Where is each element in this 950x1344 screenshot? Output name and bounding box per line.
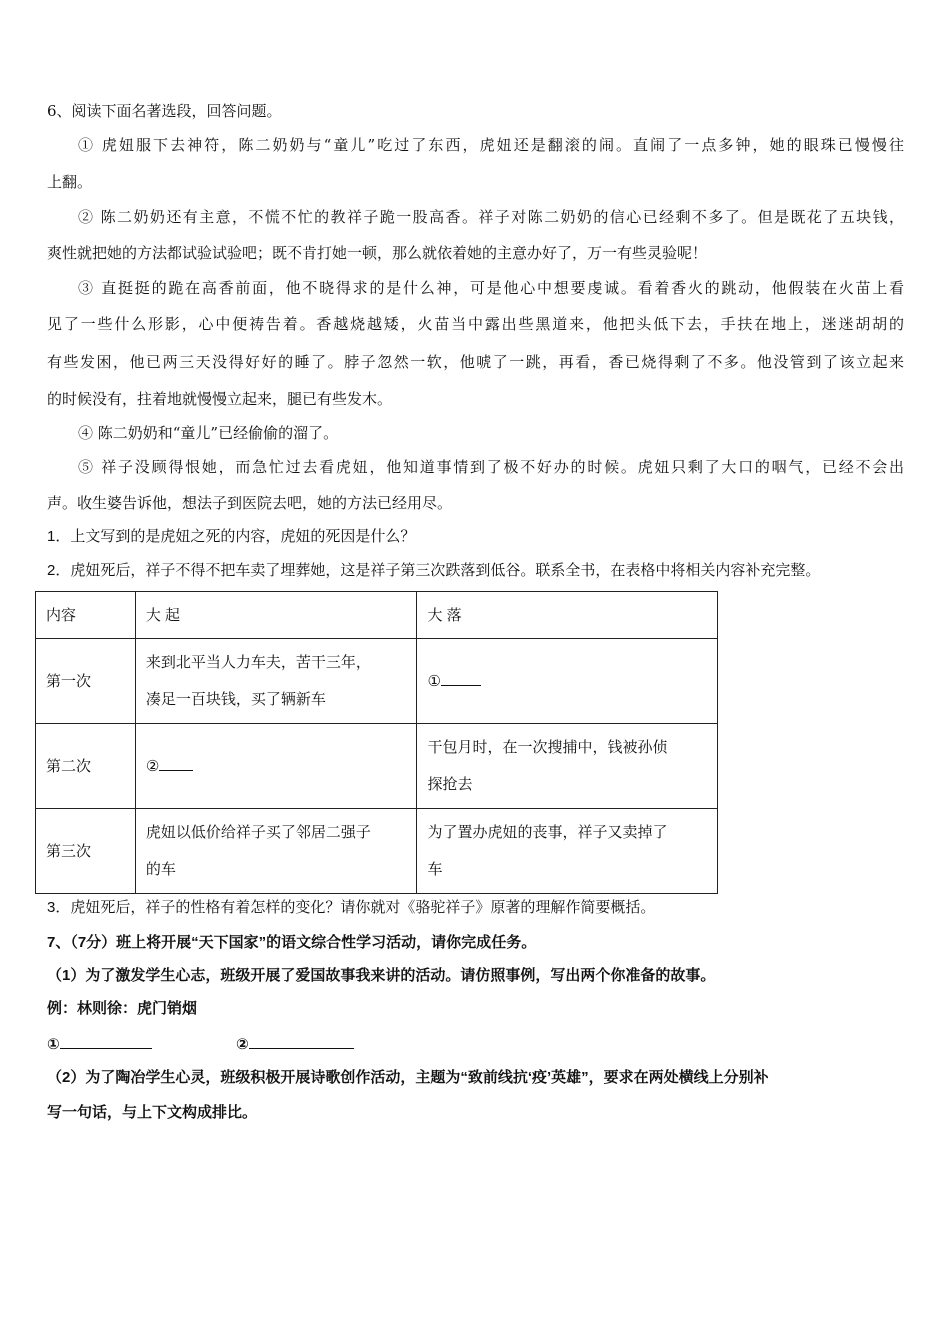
blank-2-marker: ② (236, 1036, 249, 1053)
sub-question-3: 3．虎妞死后，祥子的性格有着怎样的变化？请你就对《骆驼祥子》原著的理解作简要概括。 (47, 899, 656, 916)
table-header-row (36, 592, 718, 639)
row-3-fall (417, 809, 718, 894)
story-blank-1[interactable] (60, 1032, 152, 1049)
passage-paragraph-3-line-3: 有些发困，他已两三天没得好好的睡了。脖子忽然一软，他唬了一跳，再看，香已烧得剩了不多。他没管到了该立起来 (47, 353, 904, 371)
sub-question-1: 1．上文写到的是虎妞之死的内容，虎妞的死因是什么？ (47, 528, 416, 545)
row-1-rise-line-1: 来到北平当人力车夫，苦干三年， (145, 654, 371, 671)
row-1-fall (417, 639, 718, 724)
sub-question-2: 2．虎妞死后，祥子不得不把车卖了埋葬她，这是祥子第三次跌落到低谷。联系全书，在表格中将相关内容补充完整。 (47, 562, 821, 579)
question-7-title: 7、（7分）班上将开展“天下国家”的语文综合性学习活动，请你完成任务。 (47, 934, 537, 951)
row-3-fall-line-2: 车 (427, 861, 443, 878)
row-3-rise-line-2: 的车 (145, 861, 176, 878)
row-1-fall-marker: ① (427, 672, 441, 690)
story-blanks-line (47, 1032, 354, 1055)
passage-paragraph-1-line-2: 上翻。 (47, 173, 93, 191)
table-row-3 (36, 809, 718, 894)
passage-paragraph-5-line-1: ⑤ 祥子没顾得恨她，而急忙过去看虎妞，他知道事情到了极不好办的时候。虎妞只剩了大口的咽气，已经不会出 (78, 458, 904, 476)
answer-blank-1[interactable] (441, 669, 481, 686)
row-3-rise (135, 809, 417, 894)
blank-1-marker: ① (47, 1036, 60, 1053)
question-6-title: 6、阅读下面名著选段，回答问题。 (47, 102, 282, 120)
row-3-label: 第三次 (36, 809, 136, 894)
row-2-rise (135, 724, 417, 809)
passage-paragraph-3-line-4: 的时候没有，拄着地就慢慢立起来，腿已有些发木。 (47, 390, 393, 408)
header-fall: 大 落 (417, 592, 718, 639)
story-blank-2[interactable] (249, 1032, 354, 1049)
header-content: 内容 (36, 592, 136, 639)
passage-paragraph-1-line-1: ① 虎妞服下去神符，陈二奶奶与“童儿”吃过了东西，虎妞还是翻滚的闹。直闹了一点多钟，她的眼珠已慢慢往 (78, 136, 904, 154)
passage-paragraph-5-line-2: 声。收生婆告诉他，想法子到医院去吧，她的方法已经用尽。 (47, 494, 453, 512)
row-1-rise-line-2: 凑足一百块钱，买了辆新车 (145, 691, 326, 708)
passage-paragraph-3-line-1: ③ 直挺挺的跪在高香前面，他不晓得求的是什么神，可是他心中想要虔诚。看着香火的跳动，他假装在火苗上看 (78, 279, 904, 297)
passage-paragraph-2-line-2: 爽性就把她的方法都试验试验吧；既不肯打她一顿，那么就依着她的主意办好了，万一有些灵验呢！ (47, 244, 708, 262)
task-2-line-1: （2）为了陶冶学生心灵，班级积极开展诗歌创作活动，主题为“致前线抗‘疫’英雄”，要求在两处横线上分别补 (47, 1069, 769, 1086)
row-2-fall-line-2: 探抢去 (427, 776, 473, 793)
passage-paragraph-4-line-1: ④ 陈二奶奶和“童儿”已经偷偷的溜了。 (78, 424, 339, 442)
passage-paragraph-2-line-1: ② 陈二奶奶还有主意，不慌不忙的教祥子跪一股高香。祥子对陈二奶奶的信心已经剩不多了。但是既花了五块钱， (78, 208, 904, 226)
row-1-rise (135, 639, 417, 724)
rise-fall-table (35, 591, 718, 894)
row-3-fall-line-1: 为了置办虎妞的丧事，祥子又卖掉了 (427, 824, 668, 841)
table-row-2 (36, 724, 718, 809)
row-2-label: 第二次 (36, 724, 136, 809)
task-1-text: （1）为了激发学生心志，班级开展了爱国故事我来讲的活动。请仿照事例，写出两个你准备的故事。 (47, 967, 716, 984)
example-text: 例：林则徐：虎门销烟 (47, 1000, 198, 1017)
row-2-fall (417, 724, 718, 809)
row-1-label: 第一次 (36, 639, 136, 724)
answer-blank-2[interactable] (159, 754, 193, 771)
table-row-1 (36, 639, 718, 724)
task-2-line-2: 写一句话，与上下文构成排比。 (47, 1104, 258, 1121)
passage-paragraph-3-line-2: 见了一些什么形影，心中便祷告着。香越烧越矮，火苗当中露出些黑道来，他把头低下去，手扶在地上，迷迷胡胡的 (47, 315, 904, 333)
row-2-rise-marker: ② (145, 757, 160, 775)
header-rise: 大 起 (135, 592, 417, 639)
row-2-fall-line-1: 干包月时，在一次搜捕中，钱被孙侦 (427, 739, 668, 756)
row-3-rise-line-1: 虎妞以低价给祥子买了邻居二强子 (145, 824, 371, 841)
